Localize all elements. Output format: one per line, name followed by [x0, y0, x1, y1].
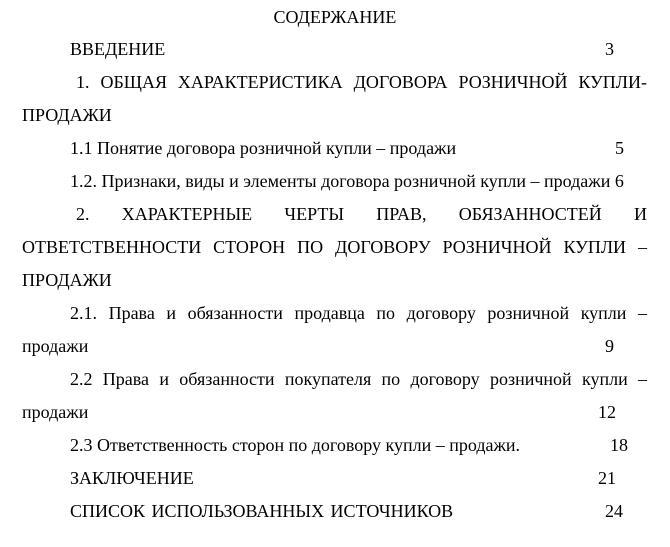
- page-title: СОДЕРЖАНИЕ: [273, 7, 397, 27]
- toc-entry-1-2: [70, 170, 624, 192]
- toc-entry-2-2-line-2: продажи: [22, 402, 89, 422]
- toc-chapter-1-line-1: 1. ОБЩАЯ ХАРАКТЕРИСТИКА ДОГОВОРА РОЗНИЧНОЙ КУПЛИ-: [76, 72, 647, 92]
- toc-chapter-2-line-1: 2. ХАРАКТЕРНЫЕ ЧЕРТЫ ПРАВ, ОБЯЗАННОСТЕЙ И: [76, 204, 647, 224]
- toc-chapter-2-line-2: ОТВЕТСТВЕННОСТИ СТОРОН ПО ДОГОВОРУ РОЗНИЧНОЙ КУПЛИ –: [22, 237, 647, 257]
- toc-entry-2-1-line-2: продажи: [22, 336, 89, 356]
- toc-page-number: 24: [605, 501, 623, 521]
- toc-chapter-1-line-2: ПРОДАЖИ: [22, 105, 112, 125]
- toc-entry-2-1-line-1: 2.1. Права и обязанности продавца по договору розничной купли –: [70, 303, 647, 323]
- toc-entry-conclusion: ЗАКЛЮЧЕНИЕ: [70, 468, 194, 488]
- toc-chapter-2-line-3: ПРОДАЖИ: [22, 270, 112, 290]
- toc-entry-1-2-label: 1.2. Признаки, виды и элементы договора розничной купли – продажи: [70, 171, 611, 191]
- toc-entry-2-2-line-1: 2.2 Права и обязанности покупателя по договору розничной купли –: [70, 369, 647, 389]
- toc-page-number: 3: [605, 39, 614, 59]
- toc-entry-sources: СПИСОК ИСПОЛЬЗОВАННЫХ ИСТОЧНИКОВ: [70, 501, 454, 521]
- toc-page-number: 6: [614, 171, 624, 191]
- toc-page-number: 9: [605, 336, 614, 356]
- toc-entry-introduction: ВВЕДЕНИЕ: [70, 39, 166, 59]
- toc-page-number: 12: [598, 402, 616, 422]
- toc-page-number: 21: [598, 468, 616, 488]
- toc-page-number: 5: [615, 138, 624, 158]
- toc-entry-2-3: 2.3 Ответственность сторон по договору купли – продажи.: [70, 435, 521, 455]
- toc-page-number: 18: [610, 435, 628, 455]
- toc-entry-1-1: 1.1 Понятие договора розничной купли – продажи: [70, 138, 457, 158]
